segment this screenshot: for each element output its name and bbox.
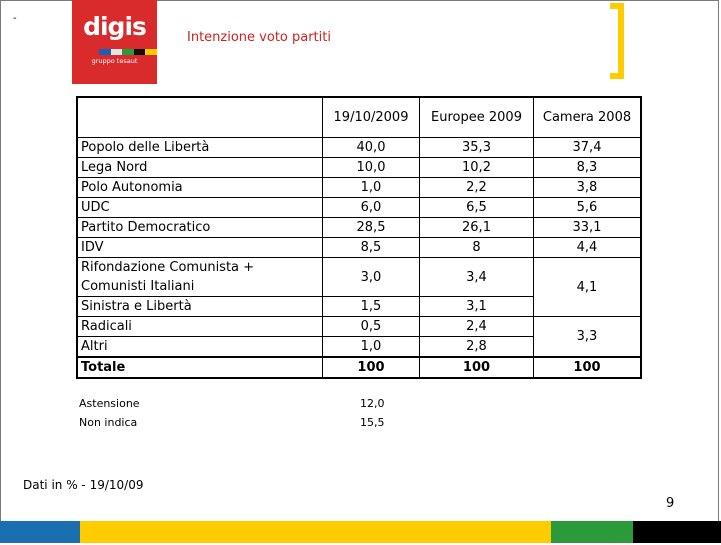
footer-bar-segment bbox=[633, 521, 721, 543]
value-europee-2009: 3,1 bbox=[420, 297, 534, 317]
header-col-camera-2008: Camera 2008 bbox=[534, 97, 642, 138]
footer-bar-segment bbox=[80, 521, 551, 543]
party-name: Polo Autonomia bbox=[77, 178, 323, 198]
non-indica-value: 15,5 bbox=[360, 416, 385, 429]
logo-wordmark: digis bbox=[83, 12, 146, 41]
header-empty-cell bbox=[77, 97, 323, 138]
yellow-bracket-decoration bbox=[610, 3, 624, 79]
value-europee-2009: 2,2 bbox=[420, 178, 534, 198]
logo-stripe-1 bbox=[99, 49, 111, 55]
page-number: 9 bbox=[666, 496, 675, 511]
value-europee-2009: 10,2 bbox=[420, 158, 534, 178]
header-col-europee-2009: Europee 2009 bbox=[420, 97, 534, 138]
merged-value-camera-2008: 3,3 bbox=[534, 317, 642, 358]
table-row bbox=[77, 238, 641, 258]
party-name: Altri bbox=[77, 337, 323, 358]
table-header-row bbox=[77, 97, 641, 138]
value-19-10-2009: 28,5 bbox=[323, 218, 420, 238]
digis-logo bbox=[72, 0, 157, 84]
value-19-10-2009: 3,0 bbox=[323, 258, 420, 297]
total-label: Totale bbox=[77, 357, 323, 378]
value-camera-2008: 33,1 bbox=[534, 218, 642, 238]
astensione-value: 12,0 bbox=[360, 397, 385, 410]
footer-bar-segment bbox=[0, 521, 80, 543]
table-row bbox=[77, 138, 641, 158]
value-19-10-2009: 0,5 bbox=[323, 317, 420, 337]
value-europee-2009: 3,4 bbox=[420, 258, 534, 297]
logo-stripe-3 bbox=[122, 49, 134, 55]
merged-value-camera-2008: 4,1 bbox=[534, 258, 642, 317]
slide-dash-mark: - bbox=[13, 13, 17, 24]
footer-bar-segment bbox=[551, 521, 633, 543]
non-indica-label: Non indica bbox=[79, 416, 138, 429]
table-row-total bbox=[77, 357, 641, 378]
party-name: Partito Democratico bbox=[77, 218, 323, 238]
total-camera-2008: 100 bbox=[534, 357, 642, 378]
value-19-10-2009: 1,0 bbox=[323, 178, 420, 198]
logo-stripe-4 bbox=[134, 49, 146, 55]
header-col-19-10-2009: 19/10/2009 bbox=[323, 97, 420, 138]
value-19-10-2009: 40,0 bbox=[323, 138, 420, 158]
party-name: Popolo delle Libertà bbox=[77, 138, 323, 158]
value-camera-2008: 5,6 bbox=[534, 198, 642, 218]
value-europee-2009: 8 bbox=[420, 238, 534, 258]
footer-color-bar bbox=[0, 521, 721, 543]
value-19-10-2009: 8,5 bbox=[323, 238, 420, 258]
logo-subtext: gruppo tesaut bbox=[91, 57, 138, 65]
table-row bbox=[77, 198, 641, 218]
value-europee-2009: 2,4 bbox=[420, 317, 534, 337]
page-title: Intenzione voto partiti bbox=[187, 30, 331, 45]
value-camera-2008: 3,8 bbox=[534, 178, 642, 198]
party-name-line: Rifondazione Comunista + bbox=[81, 260, 255, 275]
value-europee-2009: 6,5 bbox=[420, 198, 534, 218]
table-row bbox=[77, 178, 641, 198]
value-camera-2008: 8,3 bbox=[534, 158, 642, 178]
value-europee-2009: 26,1 bbox=[420, 218, 534, 238]
party-name: Lega Nord bbox=[77, 158, 323, 178]
total-19-10-2009: 100 bbox=[323, 357, 420, 378]
logo-stripe-2 bbox=[111, 49, 123, 55]
astensione-label: Astensione bbox=[79, 397, 140, 410]
table-row bbox=[77, 158, 641, 178]
table-row-radicali bbox=[77, 317, 641, 337]
value-19-10-2009: 6,0 bbox=[323, 198, 420, 218]
table-row-rifondazione bbox=[77, 258, 641, 297]
party-name: Sinistra e Libertà bbox=[77, 297, 323, 317]
logo-stripe bbox=[99, 49, 157, 55]
value-camera-2008: 37,4 bbox=[534, 138, 642, 158]
value-19-10-2009: 1,5 bbox=[323, 297, 420, 317]
party-name: IDV bbox=[77, 238, 323, 258]
data-source-note: Dati in % - 19/10/09 bbox=[23, 478, 144, 492]
vote-intention-table bbox=[76, 96, 642, 379]
value-19-10-2009: 10,0 bbox=[323, 158, 420, 178]
value-camera-2008: 4,4 bbox=[534, 238, 642, 258]
party-name-rifondazione bbox=[77, 258, 323, 297]
value-europee-2009: 35,3 bbox=[420, 138, 534, 158]
party-name: Radicali bbox=[77, 317, 323, 337]
value-europee-2009: 2,8 bbox=[420, 337, 534, 358]
logo-stripe-5 bbox=[145, 49, 157, 55]
value-19-10-2009: 1,0 bbox=[323, 337, 420, 358]
total-europee-2009: 100 bbox=[420, 357, 534, 378]
party-name: UDC bbox=[77, 198, 323, 218]
party-name-line: Comunisti Italiani bbox=[81, 279, 195, 294]
table-row bbox=[77, 218, 641, 238]
